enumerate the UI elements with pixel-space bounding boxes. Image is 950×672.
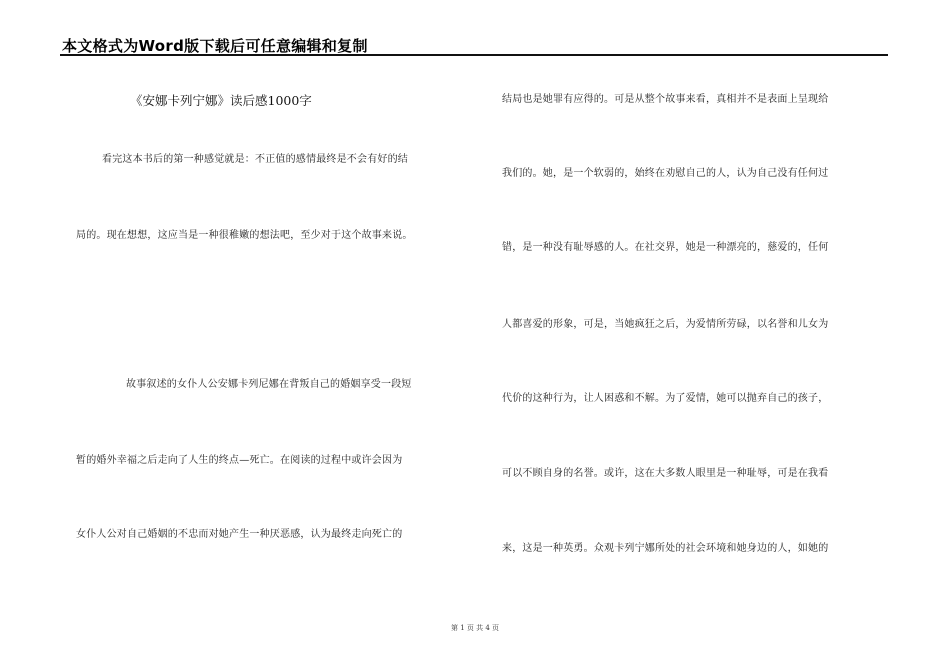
left-column-line: 暂的婚外幸福之后走向了人生的终点—死亡。在阅读的过程中或许会因为	[76, 455, 403, 466]
right-column-line: 可以不顾自身的名誉。或许，这在大多数人眼里是一种耻辱，可是在我看	[502, 468, 829, 479]
page-number-footer: 第 1 页 共 4 页	[450, 624, 500, 632]
header-divider	[60, 54, 888, 56]
page-header-title: 本文格式为Word版下载后可任意编辑和复制	[62, 37, 368, 55]
left-column-line: 局的。现在想想，这应当是一种很稚嫩的想法吧，至少对于这个故事来说。	[76, 230, 413, 241]
left-column-line: 女仆人公对自己婚姻的不忠而对她产生一种厌恶感，认为最终走向死亡的	[76, 529, 403, 540]
right-column-line: 我们的。她，是一个软弱的，始终在劝慰自己的人，认为自己没有任何过	[502, 168, 829, 179]
right-column-line: 结局也是她罪有应得的。可是从整个故事来看，真相并不是表面上呈现给	[502, 94, 829, 105]
right-column-line: 错，是一种没有耻辱感的人。在社交界，她是一种漂亮的，慈爱的，任何	[502, 242, 829, 253]
document-title: 《安娜卡列宁娜》读后感1000字	[130, 93, 312, 108]
right-column-line: 代价的这种行为，让人困惑和不解。为了爱情，她可以抛弃自己的孩子，	[502, 393, 829, 404]
right-column-line: 人都喜爱的形象，可是，当她疯狂之后，为爱情所劳碌，以名誉和儿女为	[502, 319, 829, 330]
left-column-line: 看完这本书后的第一种感觉就是：不正值的感情最终是不会有好的结	[102, 154, 408, 165]
right-column-line: 来，这是一种英勇。众观卡列宁娜所处的社会环境和她身边的人，如她的	[502, 543, 829, 554]
left-column-line: 故事叙述的女仆人公安娜卡列尼娜在背叛自己的婚姻享受一段短	[126, 379, 412, 390]
